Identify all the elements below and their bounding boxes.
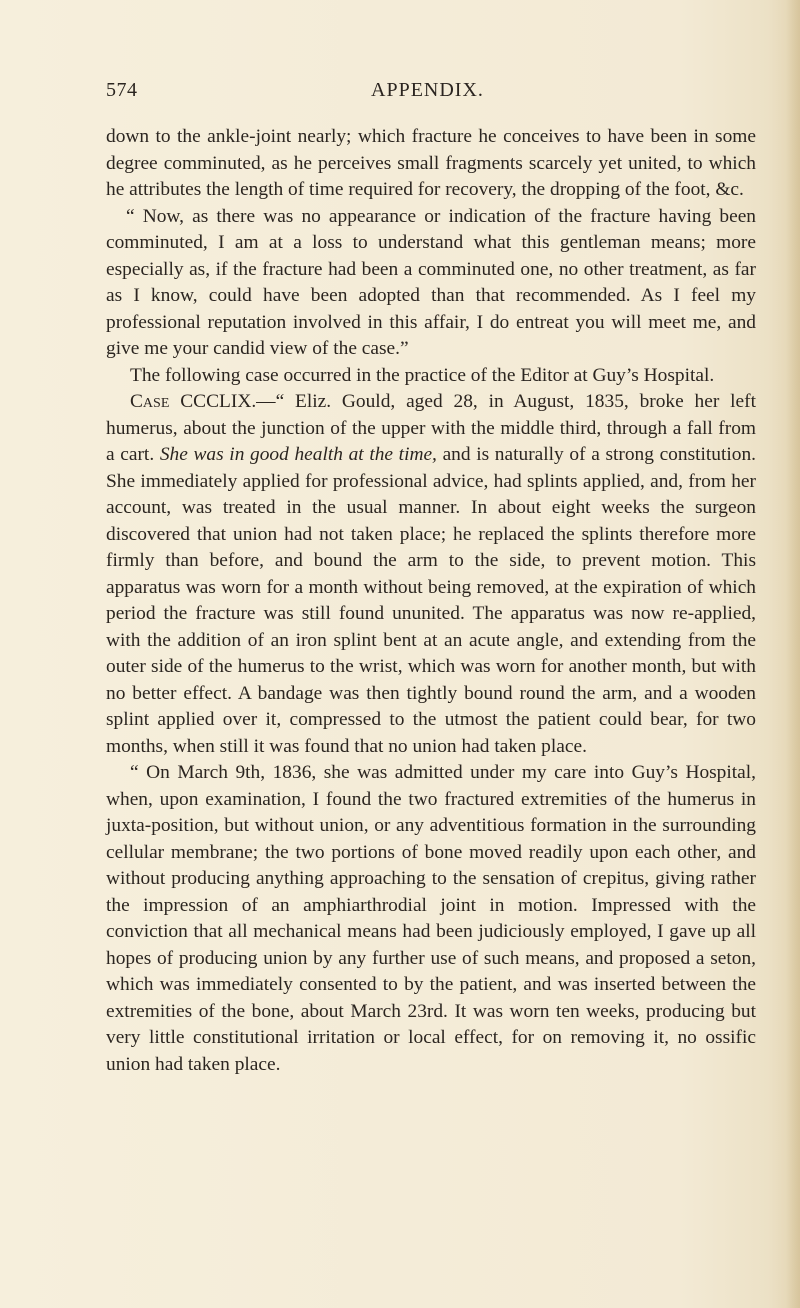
- italic-phrase: She was in good health at the time,: [159, 444, 437, 465]
- page-header: [106, 79, 756, 103]
- body-text: [106, 124, 756, 1078]
- case-text-rest: and is naturally of a strong constitution. She immediately applied for professional advice, had splints applied, and, from her account, was treated in the usual manner. In about eight weeks the surgeon discovered that union had not taken place; he replaced the splints therefore more firmly than before, and bound the arm to the side, to prevent motion. This apparatus was worn for a month without being removed, at the expiration of which period the fracture was still found ununited. The apparatus was now re-applied, with the addition of an iron splint bent at an acute angle, and extending from the outer side of the humerus to the wrist, which was worn for another month, but with no better effect. A bandage was then tightly bound round the arm, and a wooden splint applied over it, compressed to the utmost the patient could bear, for two months, when still it was found that no union had taken place.: [106, 444, 756, 757]
- running-head: APPENDIX.: [371, 79, 484, 101]
- paragraph: The following case occurred in the practice of the Editor at Guy’s Hospital.: [130, 364, 715, 386]
- paragraph: “ Now, as there was no appearance or indication of the fracture having been comminuted, I am at a loss to understand what this gentleman means; more especially as, if the fracture had been a comminuted one, no other treatment, as far as I know, could have been adopted than that recommended. As I feel my professional reputation involved in this affair, I do entreat you will meet me, and give me your candid view of the case.”: [106, 205, 756, 359]
- paragraph: “ On March 9th, 1836, she was admitted under my care into Guy’s Hospital, when, upon examination, I found the two fractured extremities of the humerus in juxta-position, but without union, or any adventitious formation in the surrounding cellular membrane; the two portions of bone moved readily upon each other, and without producing anything approaching to the sensation of crepitus, giving rather the impression of an amphiarthrodial joint in motion. Impressed with the conviction that all mechanical means had been judiciously employed, I gave up all hopes of producing union by any further use of such means, and proposed a seton, which was immediately consented to by the patient, and was inserted between the extremities of the bone, about March 23rd. It was worn ten weeks, producing but very little constitutional irritation or local effect, for on removing it, no ossific union had taken place.: [106, 762, 756, 1075]
- page-edge-shadow: [786, 0, 800, 1308]
- paragraph: down to the ankle-joint nearly; which fracture he conceives to have been in some degree comminuted, as he perceives small fragments scarcely yet united, to which he attributes the length of time required for recovery, the dropping of the foot, &c.: [106, 126, 756, 200]
- page-number: 574: [106, 79, 138, 101]
- case-paragraph: [106, 389, 756, 760]
- case-label: Case CCCLIX.: [130, 391, 257, 412]
- case-text-start: —“ Eliz. Gould, aged 28, in August, 1835, broke her left humerus, about the junction of the upper with the middle third, through a fall from a cart.: [106, 391, 756, 465]
